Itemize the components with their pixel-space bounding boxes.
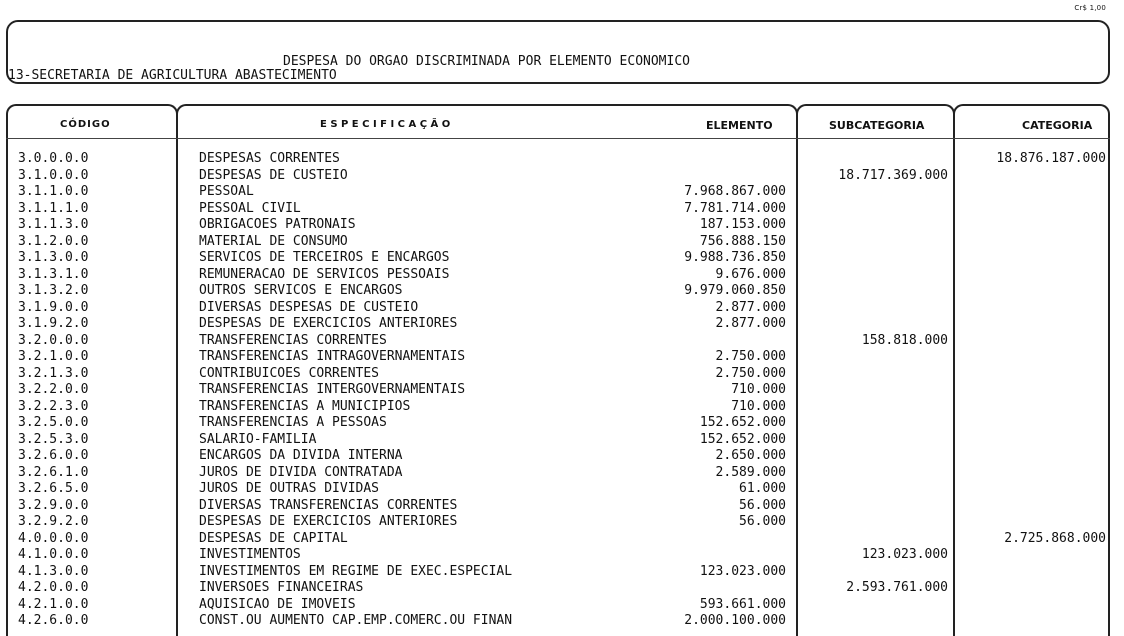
codigo-cell: 3.2.2.3.0 [18,398,89,414]
categoria-cell [958,399,1106,416]
subcategoria-list [800,151,948,630]
categoria-cell [958,580,1106,597]
codigo-cell: 3.1.1.1.0 [18,200,89,216]
especificacao-cell: TRANSFERENCIAS INTRAGOVERNAMENTAIS [199,349,466,364]
categoria-cell [958,267,1106,284]
subcategoria-cell [800,201,948,218]
codigo-cell: 3.2.5.0.0 [18,415,89,430]
elemento-cell: 2.877.000 [715,299,786,315]
codigo-cell: 3.1.0.0.0 [18,167,89,183]
codigo-cell: 3.2.9.0.0 [18,497,89,513]
categoria-cell [958,217,1106,234]
elemento-cell [620,580,786,597]
codigo-cell: 3.1.2.0.0 [18,233,89,249]
codigo-cell: 4.2.0.0.0 [18,580,89,595]
subcategoria-cell [800,217,948,234]
codigo-cell: 4.1.3.0.0 [18,563,89,579]
elemento-cell [620,333,786,350]
elemento-cell: 187.153.000 [699,217,786,232]
categoria-cell [958,316,1106,333]
subcategoria-cell: 18.717.369.000 [838,167,948,183]
categoria-cell [958,613,1106,630]
elemento-cell: 152.652.000 [699,415,786,430]
codigo-cell: 3.1.1.3.0 [18,217,89,232]
especificacao-cell: TRANSFERENCIAS A PESSOAS [199,415,387,430]
categoria-cell [958,415,1106,432]
especificacao-cell: SERVICOS DE TERCEIROS E ENCARGOS [199,250,450,265]
categoria-cell [958,250,1106,267]
especificacao-cell: JUROS DE DIVIDA CONTRATADA [199,464,403,480]
elemento-cell: 9.979.060.850 [684,283,786,298]
codigo-cell: 4.0.0.0.0 [18,530,89,546]
especificacao-cell: CONST.OU AUMENTO CAP.EMP.COMERC.OU FINAN [199,613,513,628]
report-title: DESPESA DO ORGAO DISCRIMINADA POR ELEMENTO ECONOMICO [283,54,690,69]
categoria-cell [958,184,1106,201]
codigo-cell: 3.0.0.0.0 [18,151,89,166]
elemento-cell: 2.650.000 [715,448,786,463]
header-elemento: ELEMENTO [706,119,773,132]
elemento-cell: 593.661.000 [699,596,786,612]
categoria-list [958,151,1106,630]
subcategoria-cell [800,151,948,168]
categoria-cell [958,300,1106,317]
categoria-cell [958,366,1106,383]
subcategoria-cell [800,283,948,300]
especificacao-cell: PESSOAL CIVIL [199,200,301,216]
codigo-cell: 3.2.6.1.0 [18,464,89,480]
subcategoria-cell [800,514,948,531]
subcategoria-cell: 123.023.000 [861,547,948,562]
especificacao-cell: SALARIO-FAMILIA [199,431,317,447]
categoria-cell [958,283,1106,300]
subcategoria-cell [800,399,948,416]
categoria-cell [958,234,1106,251]
elemento-cell: 152.652.000 [699,431,786,447]
subcategoria-cell [800,234,948,251]
codigo-cell: 4.2.1.0.0 [18,596,89,612]
subcategoria-cell [800,564,948,581]
codigo-cell: 3.2.0.0.0 [18,332,89,348]
categoria-cell [958,564,1106,581]
elemento-cell: 9.988.736.850 [684,250,786,265]
subcategoria-cell: 158.818.000 [861,332,948,348]
unit-label: Cr$ 1,00 [1074,4,1106,12]
categoria-cell [958,432,1106,449]
especificacao-cell: TRANSFERENCIAS A MUNICIPIOS [199,398,411,414]
subcategoria-cell [800,250,948,267]
especificacao-cell: DESPESAS DE EXERCICIOS ANTERIORES [199,514,458,529]
elemento-cell: 7.968.867.000 [684,184,786,199]
categoria-cell [958,448,1106,465]
subcategoria-cell [800,531,948,548]
especificacao-cell: CONTRIBUICOES CORRENTES [199,365,380,381]
especificacao-cell: REMUNERACAO DE SERVICOS PESSOAIS [199,266,450,282]
codigo-list [18,151,168,630]
subcategoria-cell [800,415,948,432]
categoria-cell [958,498,1106,515]
codigo-cell: 3.2.1.0.0 [18,349,89,364]
subcategoria-cell [800,613,948,630]
categoria-cell [958,349,1106,366]
especificacao-cell: DESPESAS CORRENTES [199,151,340,166]
categoria-cell [958,201,1106,218]
elemento-cell: 710.000 [731,398,786,414]
especificacao-cell: TRANSFERENCIAS CORRENTES [199,332,387,348]
subcategoria-cell [800,481,948,498]
elemento-cell: 123.023.000 [699,563,786,579]
categoria-cell: 18.876.187.000 [996,151,1106,166]
elemento-cell: 61.000 [739,481,786,496]
elemento-cell [620,547,786,564]
categoria-cell [958,514,1106,531]
header-categoria: CATEGORIA [1022,119,1093,132]
codigo-cell: 3.2.6.5.0 [18,481,89,496]
codigo-cell: 3.2.9.2.0 [18,514,89,529]
elemento-cell: 7.781.714.000 [684,200,786,216]
codigo-cell: 3.2.2.0.0 [18,382,89,397]
especificacao-cell: JUROS DE OUTRAS DIVIDAS [199,481,380,496]
subcategoria-cell [800,498,948,515]
elemento-cell: 2.750.000 [715,349,786,364]
especificacao-cell: PESSOAL [199,184,254,199]
subcategoria-cell [800,597,948,614]
header-codigo: CÓDIGO [60,119,111,130]
especificacao-cell: OBRIGACOES PATRONAIS [199,217,356,232]
subcategoria-cell [800,448,948,465]
categoria-cell [958,168,1106,185]
especificacao-cell: TRANSFERENCIAS INTERGOVERNAMENTAIS [199,382,466,397]
subcategoria-cell [800,432,948,449]
subcategoria-cell [800,366,948,383]
especificacao-list [199,151,639,630]
codigo-cell: 3.1.9.2.0 [18,316,89,331]
codigo-cell: 3.1.9.0.0 [18,299,89,315]
especificacao-cell: AQUISICAO DE IMOVEIS [199,596,356,612]
elemento-cell: 2.000.100.000 [684,613,786,628]
codigo-cell: 3.2.5.3.0 [18,431,89,447]
elemento-cell: 756.888.150 [699,233,786,249]
header-divider [6,138,1110,139]
elemento-cell: 710.000 [731,382,786,397]
codigo-cell: 4.1.0.0.0 [18,547,89,562]
elemento-cell [620,151,786,168]
elemento-cell: 2.589.000 [715,464,786,480]
subcategoria-cell [800,300,948,317]
especificacao-cell: DIVERSAS DESPESAS DE CUSTEIO [199,299,419,315]
subcategoria-cell [800,382,948,399]
categoria-cell [958,333,1106,350]
header-subcategoria: SUBCATEGORIA [829,119,925,132]
organ-name: 13-SECRETARIA DE AGRICULTURA ABASTECIMENTO [8,68,337,83]
especificacao-cell: ENCARGOS DA DIVIDA INTERNA [199,448,403,463]
elemento-cell: 9.676.000 [715,266,786,282]
elemento-cell: 56.000 [739,497,786,513]
subcategoria-cell [800,316,948,333]
especificacao-cell: DESPESAS DE EXERCICIOS ANTERIORES [199,316,458,331]
subcategoria-cell [800,349,948,366]
especificacao-cell: MATERIAL DE CONSUMO [199,233,348,249]
codigo-cell: 3.2.1.3.0 [18,365,89,381]
codigo-cell: 3.1.3.2.0 [18,283,89,298]
elemento-cell: 56.000 [739,514,786,529]
especificacao-cell: DESPESAS DE CUSTEIO [199,167,348,183]
header-especificacao: E S P E C I F I C A Ç Ã O [320,119,451,130]
categoria-cell: 2.725.868.000 [1004,530,1106,546]
codigo-cell: 4.2.6.0.0 [18,613,89,628]
categoria-cell [958,547,1106,564]
especificacao-cell: DIVERSAS TRANSFERENCIAS CORRENTES [199,497,458,513]
especificacao-cell: INVESTIMENTOS [199,547,301,562]
categoria-cell [958,481,1106,498]
subcategoria-cell [800,267,948,284]
elemento-cell: 2.877.000 [715,316,786,331]
subcategoria-cell: 2.593.761.000 [846,580,948,595]
elemento-cell: 2.750.000 [715,365,786,381]
elemento-cell [620,168,786,185]
codigo-cell: 3.1.1.0.0 [18,184,89,199]
especificacao-cell: INVESTIMENTOS EM REGIME DE EXEC.ESPECIAL [199,563,513,579]
codigo-cell: 3.1.3.1.0 [18,266,89,282]
especificacao-cell: OUTROS SERVICOS E ENCARGOS [199,283,403,298]
categoria-cell [958,465,1106,482]
elemento-list [620,151,786,630]
categoria-cell [958,597,1106,614]
codigo-cell: 3.1.3.0.0 [18,250,89,265]
categoria-cell [958,382,1106,399]
subcategoria-cell [800,184,948,201]
codigo-cell: 3.2.6.0.0 [18,448,89,463]
especificacao-cell: DESPESAS DE CAPITAL [199,530,348,546]
especificacao-cell: INVERSOES FINANCEIRAS [199,580,364,595]
elemento-cell [620,531,786,548]
subcategoria-cell [800,465,948,482]
